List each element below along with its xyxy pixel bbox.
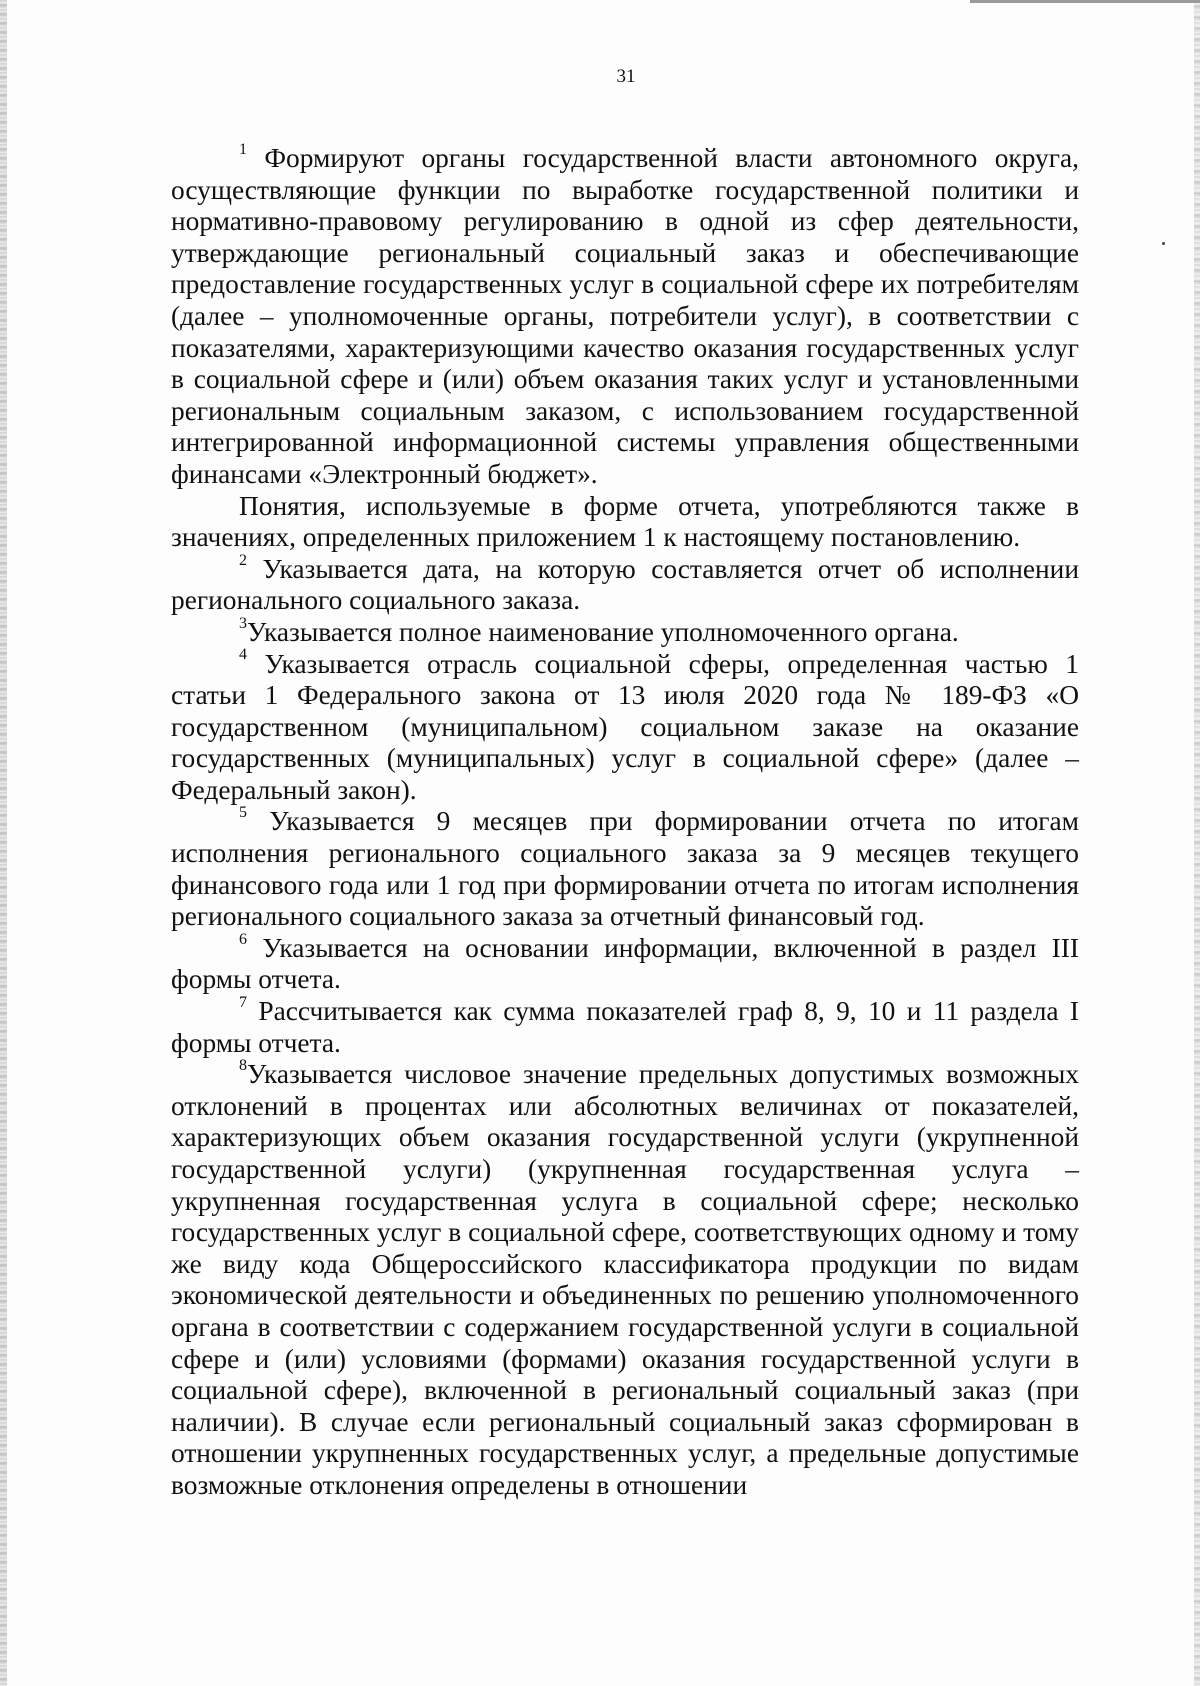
footnote-4: [171, 646, 1079, 807]
footnote-marker: 1: [239, 140, 247, 158]
footnote-3: [171, 614, 1079, 649]
footnote-1: [171, 140, 1079, 491]
scan-edge-left: [0, 0, 7, 1686]
footnote-marker: 7: [239, 993, 247, 1011]
footnote-text: Рассчитывается как сумма показателей граф 8, 9, 10 и 11 раздела I формы отчета.: [171, 996, 1079, 1058]
footnote-5: [171, 806, 1079, 932]
footnote-text: Формируют органы государственной власти автономного округа, осуществляющие функции по выработке государственной политики и нормативно-правовому регулированию в одной из сфер деятельности, утверждающие региональный социальный заказ и обеспечивающие предоставление государственных услуг в социальной сфере их потребителям (далее – уполномоченные органы, потребители услуг), в соответствии с показателями, характеризующими качество оказания государственных услуг в социальной сфере и (или) объем оказания таких услуг и установленными региональным социальным заказом, с использованием государственной интегрированной информационной системы управления общественными финансами «Электронный бюджет».: [171, 143, 1079, 489]
scan-speck: [1162, 242, 1165, 245]
footnote-text: Указывается отрасль социальной сферы, определенная частью 1 статьи 1 Федерального закона от 13 июля 2020 года № 189-ФЗ «О государственном (муниципальном) социальном заказе на оказание государственных (муниципальных) услуг в социальной сфере» (далее – Федеральный закон).: [171, 648, 1079, 805]
footnotes-text: [171, 140, 1079, 1502]
footnote-marker: 3: [239, 614, 247, 632]
scan-edge-right: [1194, 0, 1200, 1686]
footnote-2: [171, 551, 1079, 617]
footnote-marker: 5: [239, 804, 247, 822]
footnote-marker: 4: [239, 646, 247, 664]
paragraph-text: Понятия, используемые в форме отчета, употребляются также в значениях, определенных приложением 1 к настоящему постановлению.: [171, 490, 1079, 553]
footnote-7: [171, 993, 1079, 1059]
footnote-text: Указывается 9 месяцев при формировании отчета по итогам исполнения регионального социального заказа за 9 месяцев текущего финансового года или 1 год при формировании отчета по итогам исполнения регионального социального заказа за отчетный финансовый год.: [171, 806, 1079, 932]
footnote-6: [171, 930, 1079, 996]
scan-top-line: [970, 0, 1200, 3]
footnote-marker: 6: [239, 930, 247, 948]
footnote-marker: 2: [239, 551, 247, 569]
footnote-8: [171, 1059, 1079, 1501]
paragraph-definitions: [171, 491, 1079, 554]
footnote-text: Указывается дата, на которую составляется отчет об исполнении регионального социального заказа.: [171, 553, 1079, 616]
footnote-text: Указывается числовое значение предельных допустимых возможных отклонений в процентах или абсолютных величинах от показателей, характеризующих объем оказания государственной услуги (укрупненной государственной услуги) (укрупненная государственная услуга – укрупненная государственная услуга в социальной сфере; несколько государственных услуг в социальной сфере, соответствующих одному и тому же виду кода Общероссийского классификатора продукции по видам экономической деятельности и объединенных по решению уполномоченного органа в соответствии с содержанием государственной услуги в социальной сфере и (или) условиями (формами) оказания государственной услуги в социальной сфере), включенной в региональный социальный заказ (при наличии). В случае если региональный социальный заказ сформирован в отношении укрупненных государственных услуг, а предельные допустимые возможные отклонения определены в отношении: [171, 1059, 1079, 1500]
footnote-text: Указывается полное наименование уполномоченного органа.: [247, 616, 959, 647]
footnote-text: Указывается на основании информации, включенной в раздел III формы отчета.: [171, 932, 1079, 995]
footnote-marker: 8: [239, 1057, 247, 1075]
page-number: 31: [616, 66, 636, 87]
